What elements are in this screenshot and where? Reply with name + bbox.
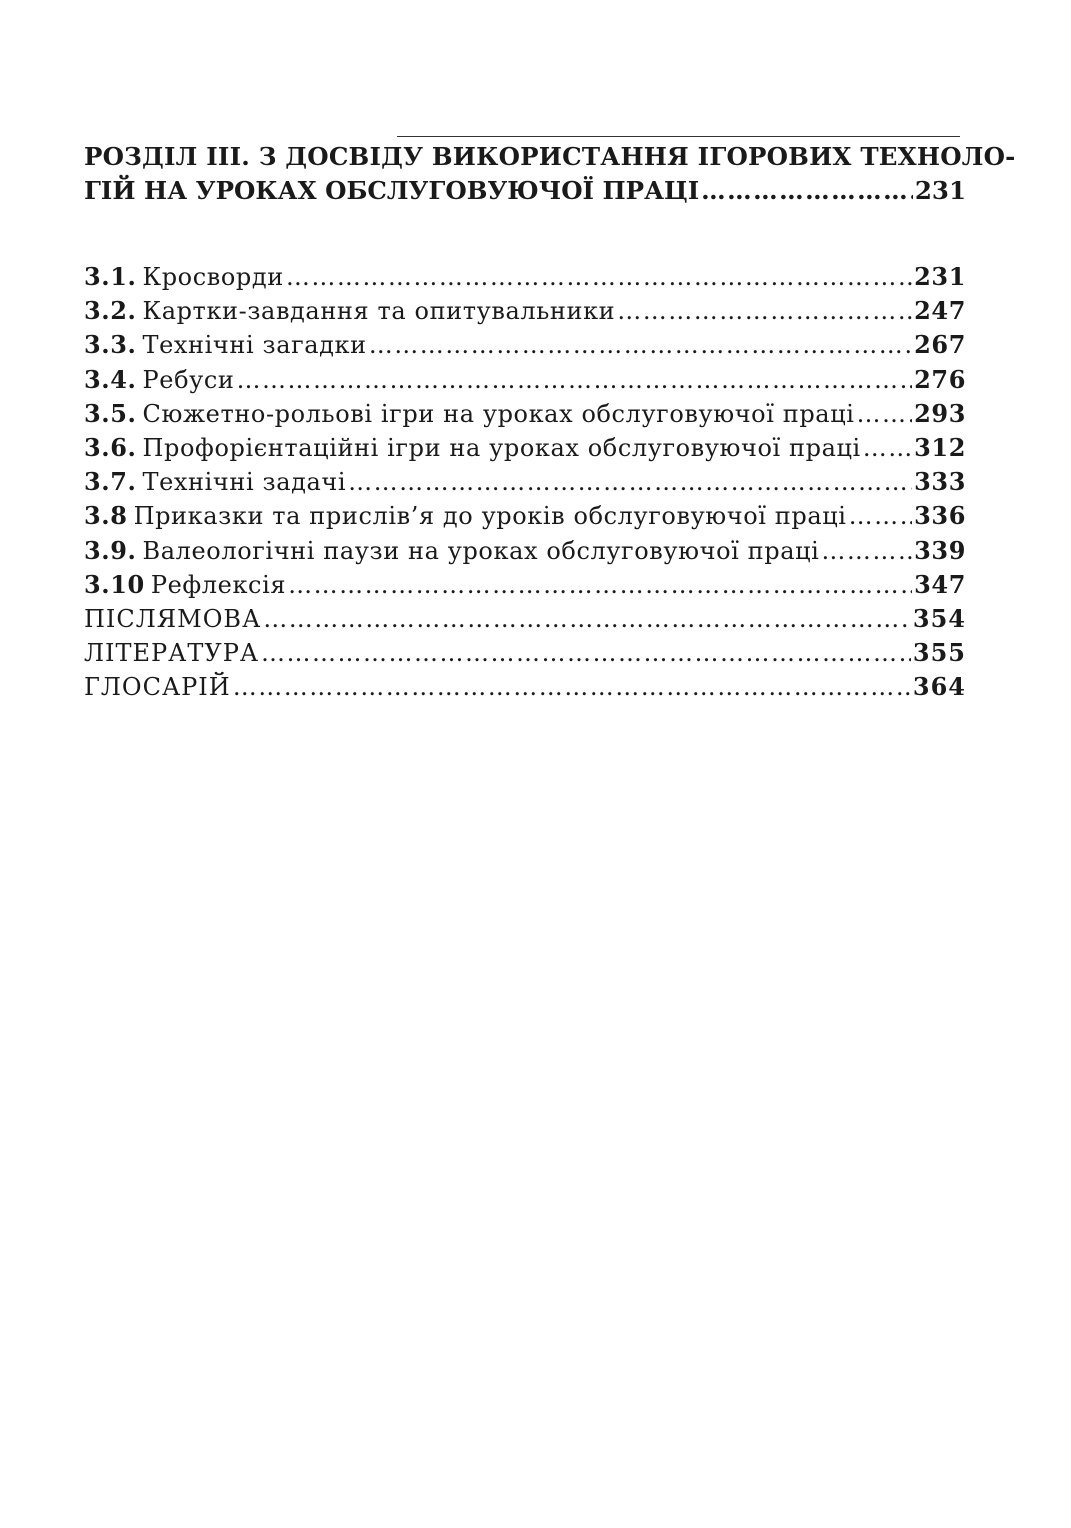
dot-leader <box>863 431 912 465</box>
dot-leader <box>348 465 912 499</box>
toc-entry[interactable] <box>84 465 966 499</box>
toc-entry-page: 339 <box>914 535 966 565</box>
toc-entry-title: Валеологічні паузи на уроках обслуговуючої праці <box>142 536 820 565</box>
dot-leader <box>857 397 913 431</box>
toc-entry-page: 364 <box>912 672 966 702</box>
dot-leader <box>236 363 912 397</box>
toc-entry-glossary[interactable] <box>84 670 966 704</box>
toc-entry[interactable] <box>84 568 966 602</box>
toc-entry[interactable] <box>84 499 966 533</box>
toc-entry-number: 3.8 <box>84 501 128 531</box>
top-rule <box>397 136 960 137</box>
toc-entry[interactable] <box>84 397 966 431</box>
toc-entry-page: 267 <box>914 330 966 360</box>
toc-entry-page: 333 <box>914 467 966 497</box>
toc-entry-title: Технічні задачі <box>142 468 347 497</box>
toc-entry-literature[interactable] <box>84 636 966 670</box>
toc-entry[interactable] <box>84 328 966 362</box>
section-heading-line1: РОЗДІЛ ІІІ. З ДОСВІДУ ВИКОРИСТАННЯ ІГОРОВИХ ТЕХНОЛО- <box>84 142 1016 171</box>
toc-entry-page: 355 <box>912 638 966 668</box>
dot-leader <box>286 260 912 294</box>
dot-leader <box>617 294 912 328</box>
toc-list <box>84 260 966 704</box>
toc-entry-title: Ребуси <box>142 365 235 394</box>
toc-entry-page: 312 <box>914 432 966 462</box>
toc-entry-title: Сюжетно-рольові ігри на уроках обслуговуючої праці <box>142 399 855 428</box>
toc-entry-title: Кросворди <box>142 263 284 291</box>
toc-entry[interactable] <box>84 363 966 397</box>
dot-leader <box>233 670 911 704</box>
toc-entry[interactable] <box>84 534 966 568</box>
toc-entry-number: 3.2. <box>84 296 137 326</box>
toc-entry-title: Картки-завдання та опитувальники <box>142 297 616 326</box>
toc-entry-afterword[interactable] <box>84 602 966 636</box>
section-heading-title: ГІЙ НА УРОКАХ ОБСЛУГОВУЮЧОЇ ПРАЦІ <box>84 176 700 205</box>
toc-entry[interactable] <box>84 294 966 328</box>
toc-entry-title: Приказки та прислів’я до уроків обслуговуючої праці <box>133 502 847 531</box>
toc-entry-page: 276 <box>914 364 966 394</box>
toc-entry-page: 247 <box>914 296 966 326</box>
toc-entry-page: 231 <box>914 262 966 291</box>
dot-leader <box>263 602 911 636</box>
toc-entry-page: 336 <box>914 501 966 531</box>
toc-entry-number: 3.10 <box>84 569 145 599</box>
toc-entry-number: 3.4. <box>84 364 137 394</box>
table-of-contents <box>84 140 1016 704</box>
dot-leader <box>701 174 913 208</box>
toc-entry-number: 3.1. <box>84 262 137 291</box>
toc-entry-title: ГЛОСАРІЙ <box>84 673 231 702</box>
dot-leader <box>261 636 911 670</box>
dot-leader <box>369 328 912 362</box>
section-heading-page: 231 <box>914 176 966 205</box>
dot-leader <box>849 499 913 533</box>
toc-entry-title: ПІСЛЯМОВА <box>84 604 262 633</box>
section-heading-line2[interactable] <box>84 174 966 208</box>
toc-entry-page: 354 <box>912 603 966 633</box>
toc-entry-number: 3.3. <box>84 330 137 360</box>
toc-entry-number: 3.9. <box>84 535 137 565</box>
toc-entry-title: Рефлексія <box>150 570 287 599</box>
toc-entry-number: 3.5. <box>84 398 137 428</box>
toc-entry-title: Профорієнтаційні ігри на уроках обслуговуючої праці <box>142 433 861 462</box>
toc-entry-number: 3.6. <box>84 432 137 462</box>
toc-entry-title: Технічні загадки <box>142 331 367 360</box>
dot-leader <box>821 534 912 568</box>
toc-entry-page: 347 <box>914 569 966 599</box>
toc-entry-page: 293 <box>914 398 966 428</box>
toc-entry[interactable] <box>84 431 966 465</box>
dot-leader <box>288 568 912 602</box>
toc-entry-number: 3.7. <box>84 467 137 497</box>
toc-entry-title: ЛІТЕРАТУРА <box>84 639 260 668</box>
toc-entry[interactable] <box>84 260 966 294</box>
